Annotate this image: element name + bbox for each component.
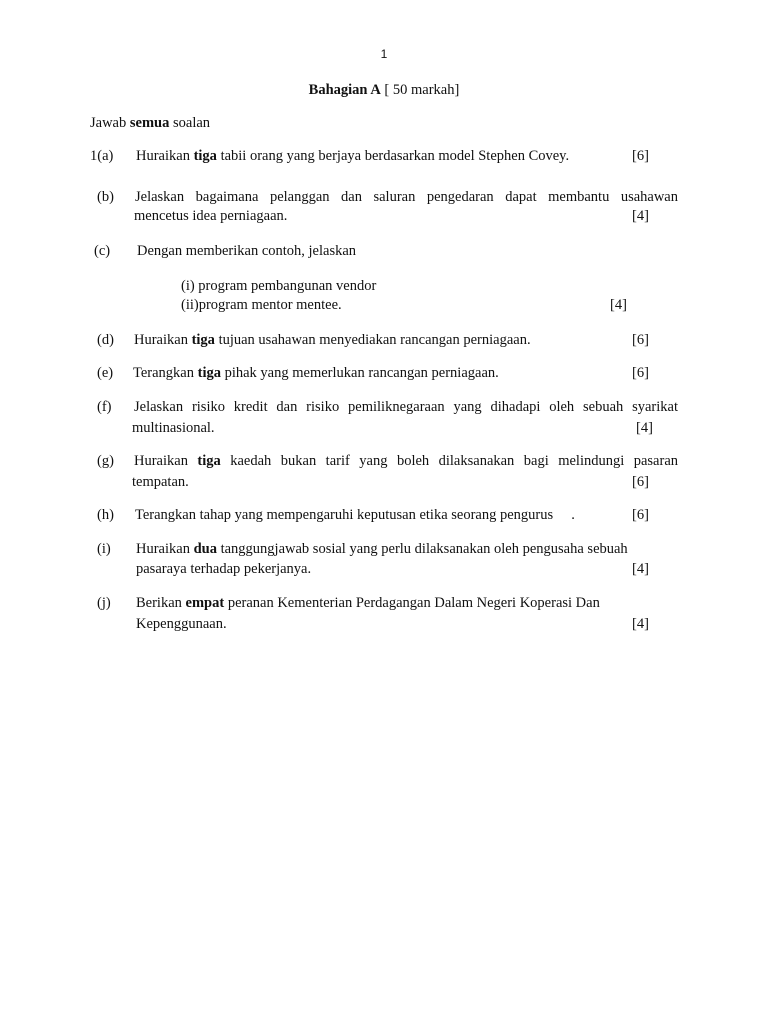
question-text-line1: Jelaskan risiko kredit dan risiko pemiliknegaraan yang dihadapi oleh sebuah syarikat xyxy=(134,399,678,415)
question-marks: [4] xyxy=(632,616,649,632)
question-marks: [6] xyxy=(632,332,649,348)
question-text-line1: Jelaskan bagaimana pelanggan dan saluran pengedaran dapat membantu usahawan xyxy=(135,189,678,205)
question-label: (c) xyxy=(94,243,111,259)
question-text-line2: multinasional. xyxy=(132,420,215,436)
section-title-marks: [ 50 markah] xyxy=(380,82,460,98)
question-text-line1: Berikan empat peranan Kementerian Perdagangan Dalam Negeri Koperasi Dan xyxy=(136,595,600,611)
question-label: (g) xyxy=(97,453,114,469)
instruction xyxy=(90,115,210,132)
question-label: 1(a) xyxy=(90,148,114,164)
instruction-text-end: soalan xyxy=(169,115,211,131)
question-text: Terangkan tahap yang mempengaruhi keputusan etika seorang pengurus . xyxy=(135,507,575,523)
question-label: (h) xyxy=(97,507,114,523)
question-marks: [6] xyxy=(632,148,649,164)
question-text-line2: pasaraya terhadap pekerjanya. xyxy=(136,561,312,577)
sub-item-ii: (ii)program mentor mentee. xyxy=(181,297,342,313)
question-label: (b) xyxy=(97,189,114,205)
question-label: (f) xyxy=(97,399,112,415)
section-title xyxy=(0,82,768,99)
question-text: Huraikan tiga tujuan usahawan menyediakan rancangan perniagaan. xyxy=(134,332,531,348)
question-marks: [4] xyxy=(632,208,649,224)
question-marks: [6] xyxy=(632,507,649,523)
question-text: Huraikan tiga tabii orang yang berjaya berdasarkan model Stephen Covey. xyxy=(136,148,570,164)
question-marks: [4] xyxy=(610,297,627,313)
question-label: (i) xyxy=(97,541,111,557)
question-text-line1: Huraikan dua tanggungjawab sosial yang perlu dilaksanakan oleh pengusaha sebuah xyxy=(136,541,628,557)
question-text-line2: Kepenggunaan. xyxy=(136,616,227,632)
page-number: 1 xyxy=(380,47,388,61)
question-label: (d) xyxy=(97,332,114,348)
question-text-line1: Huraikan tiga kaedah bukan tarif yang boleh dilaksanakan bagi melindungi pasaran xyxy=(134,453,679,469)
question-marks: [4] xyxy=(632,561,649,577)
instruction-text: Jawab xyxy=(90,115,130,131)
section-title-bold: Bahagian A xyxy=(308,82,381,98)
question-text: Dengan memberikan contoh, jelaskan xyxy=(137,243,357,259)
question-label: (e) xyxy=(97,365,114,381)
question-text: Terangkan tiga pihak yang memerlukan rancangan perniagaan. xyxy=(133,365,499,381)
sub-item-i: (i) program pembangunan vendor xyxy=(181,278,377,294)
question-marks: [4] xyxy=(636,420,653,436)
instruction-bold: semua xyxy=(129,115,170,131)
question-marks: [6] xyxy=(632,474,649,490)
question-marks: [6] xyxy=(632,365,649,381)
question-label: (j) xyxy=(97,595,111,611)
question-text-line2: mencetus idea perniagaan. xyxy=(134,208,288,224)
question-text-line2: tempatan. xyxy=(132,474,189,490)
